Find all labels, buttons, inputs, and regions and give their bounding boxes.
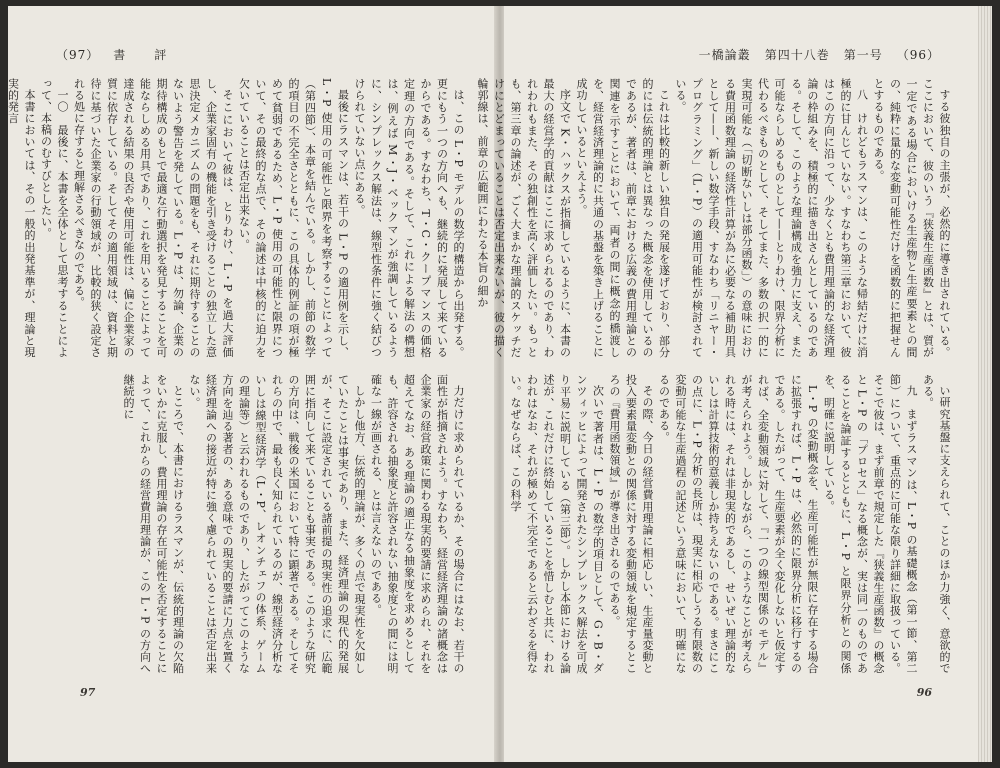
paragraph: その際、今日の経営費用理論に相応しい、生産量変動と投入要素量変動との関係に対する変動領域を規定するところの『費用函数領域』が導き出されるのである。 bbox=[608, 374, 654, 674]
paragraph: 九 まずラスマンは、L・P の基礎概念（第一節、第二節）について、重点的に可能な限り詳細に取扱っている。そこで彼は、まず前章で規定した『狭義生産函数』の概念と L・P の「プロセス」なる概念が、実は同一のものであることを論証するとともに、L・P と限界分析との関係を、明確に説明している。 bbox=[822, 374, 918, 674]
right-upper-text-block bbox=[476, 78, 952, 358]
volume-label: 第四十八巻 bbox=[764, 48, 830, 62]
paragraph: ところで、本書におけるラスマンが、伝統的理論の欠陥をいかに克服し、費用理論の存在可能性を否定することによって、これからの経営費用理論が、この L・P の方向へ継続的に bbox=[122, 374, 185, 674]
right-running-header bbox=[699, 46, 940, 63]
paragraph: 本書においては、その一般的出発基準が、理論と現実的発言 bbox=[6, 78, 36, 358]
book-spread bbox=[8, 6, 992, 762]
paragraph: する彼独自の主張が、必然的に導き出されている。ここにおいて、彼のいう『狭義生産函数』とは、質が一定である場合においける生産物と生産要素との間の、純粋に量的な変動可能性だけを函数的に把握せんとするものである。 bbox=[872, 78, 951, 358]
left-upper-text-block bbox=[6, 78, 466, 358]
paragraph: 力だけに求められているか、その場合にはなお、若干の面性が指摘されよう。すなわち、経営経済理論の諸概念は企業家の経営政策に関わる現実的要請に求められ、それを超えてなお、ある理論の適正なる抽象度を求めるとしても、許容される抽象度と許容されない抽象度との間には明確な一線が画される、とは言えないのである。 bbox=[369, 374, 465, 674]
paragraph: い研究基盤に支えられて、ことのほか力強く、意欲的である。 bbox=[921, 374, 951, 674]
left-page-number-header: （97） bbox=[56, 48, 100, 62]
journal-title: 一橋論叢 bbox=[698, 48, 751, 62]
left-section-title: 書 bbox=[113, 48, 127, 62]
right-lower-text-block bbox=[509, 374, 952, 674]
paragraph: 八 けれどもラスマンは、このような帰結だけに消極的に甘んじていない。すなわち第三章において、彼はこの方向に沿って、少なくとも費用理論的な経済理論の枠組みを、積極的に描き出さんとしているのである。そして、このような理論構成を強力に支え、また可能ならしめるものとして——とりわけ、限界分析に代わるべきものとして、そしてまた、多数の択一的に実現可能な（「切断ないしは部分函数」）の意味における費用函数理論の経済性計算が為に必要なる補助用具として——、新しい数学手段、すなわち「リニヤー・プログラミング」（L・P）の適用可能性が検討されている。 bbox=[674, 78, 869, 358]
paragraph: 序文で K・ハックスが指摘しているように、本書の最大の経営学的貢献はここに求められるのであり、われわれもまた、その独創性を高く評価したい。もっとも、第三章の論述が、ごく大まかな理論的スケッチだけにとどまっていることは否定出来ないが、彼の描く輪郭線は、前章の広範囲にわたる本旨の細か bbox=[476, 78, 572, 358]
left-folio: 97 bbox=[80, 686, 96, 699]
paragraph: そこにおいて彼は、とりわけ、L・P を過大評価し、企業家固有の機能を引き受けることの独立した意思決定メカニズムの問題をも、それに期待することのないよう警告を発している。L・P は、勿論、企業の期待構成のもとで最適な行動選択を発見することを可能ならしめる用具であり、これを用いることによって達成される結果の良否や使用可能性は、偏に企業家の質に依存している。そしてその適用領域は、資料と期待に基づいた企業家の行動領域が、比較的狭く設定される処に存すると理解さるべきなのである。 bbox=[72, 78, 234, 358]
paragraph: しかし他方、伝統的理論が、多くの点で現実性を欠如していたことは事実であり、また、経済理論の現代的発展が、そこに設定されている諸前提の現実性の追求に、広範囲に指向して来ていることも事実である。このような研究の方向は、戦後の米国において特に顕著である。そしてそれらの中で、最も良く知られているのが、線型経済分析ないしは線型経済学（L・P、レオンチェフの体系、ゲームの理論等）と云われるものであり、したがってこのような方向を辿る著者の、ある意味での現実的要請に力点を置く経済理論への接近が特に強く慮られていることは否定出来ない。 bbox=[188, 374, 366, 674]
paragraph: 一〇 最後に、本書を全体として思考することによって、本稿のむすびとしたい。 bbox=[39, 78, 69, 358]
paragraph: これは比較的新しい独自の発展を遂げており、部分的には伝統的理論とは異なった概念を使用しているのであるが、著者は、前章における広義の費用理論との関連を示すことにおいて、両者の間に概念的橋渡しを、経営経済理論的に共通の基盤を築き上げることに成功しているといえよう。 bbox=[575, 78, 671, 358]
left-running-header bbox=[56, 46, 167, 63]
page-fore-edge bbox=[978, 6, 992, 762]
paragraph: は、この L・P モデルの数学的構造から出発する。更にもう一つの方向へも、継続的に発展して来ているからである。すなわち、T・C・クープマンスの価格定理の方向である。そして、これによる解法の構想は、例えば M・J・ベックマンが強調しているように、シンプレックス解法は、線型性条件に強く結びつけられていない点にある。 bbox=[353, 78, 465, 358]
paragraph: 次いで著者は、L・P の数学的項目として、G・B・ダンツィッヒによって開発されたシンプレックス解法を可成り平易に説明している（第三節）。しかし本節における論述が、これだけに終始していることを惜しむと共に、われわれはなお、それが極めて不完全であると云わざるを得ない。なぜならば、この科学 bbox=[509, 374, 605, 674]
right-page-number-header: （96） bbox=[896, 48, 940, 62]
paragraph: L・P の変動概念を、生産可能性が無限に存在する場合に拡張すれば、L・P は、必然的に限界分析に移行するのである。したがって、生産要素が全く変化しないと仮定すれば、全変動領域に対して、『一つの線型関係のモデル』が考えられよう。しかしながら、このようなことが考えられる時には、それは非現実的であるし、せいぜい理論的ないしは計算技術的意義しか持ちえないのである。まさにこの点に、L・P 分析の長所は、現実に相応しうる有限数の変動可能な生産過程の記述という意味において、明確になるのである。 bbox=[657, 374, 819, 674]
right-folio: 96 bbox=[916, 686, 932, 699]
paragraph: 最後にラスマンは、若干の L・P の適用例を示し、L・P 使用の可能性と限界を考察することによって（第四節）、本章を結んでいる。しかし、前節の数学的項目の不完全さとともに、この具体的例証の項が極めて貧弱であるため、L・P 使用の可能性と限界について、その最終的な点で、その論述は中核的に迫力を欠いていることは否定出来ない。 bbox=[237, 78, 350, 358]
right-page bbox=[476, 6, 992, 762]
left-page bbox=[8, 6, 496, 762]
left-section-title-2: 評 bbox=[154, 48, 168, 62]
left-lower-text-block bbox=[36, 374, 466, 674]
issue-label: 第一号 bbox=[843, 48, 883, 62]
